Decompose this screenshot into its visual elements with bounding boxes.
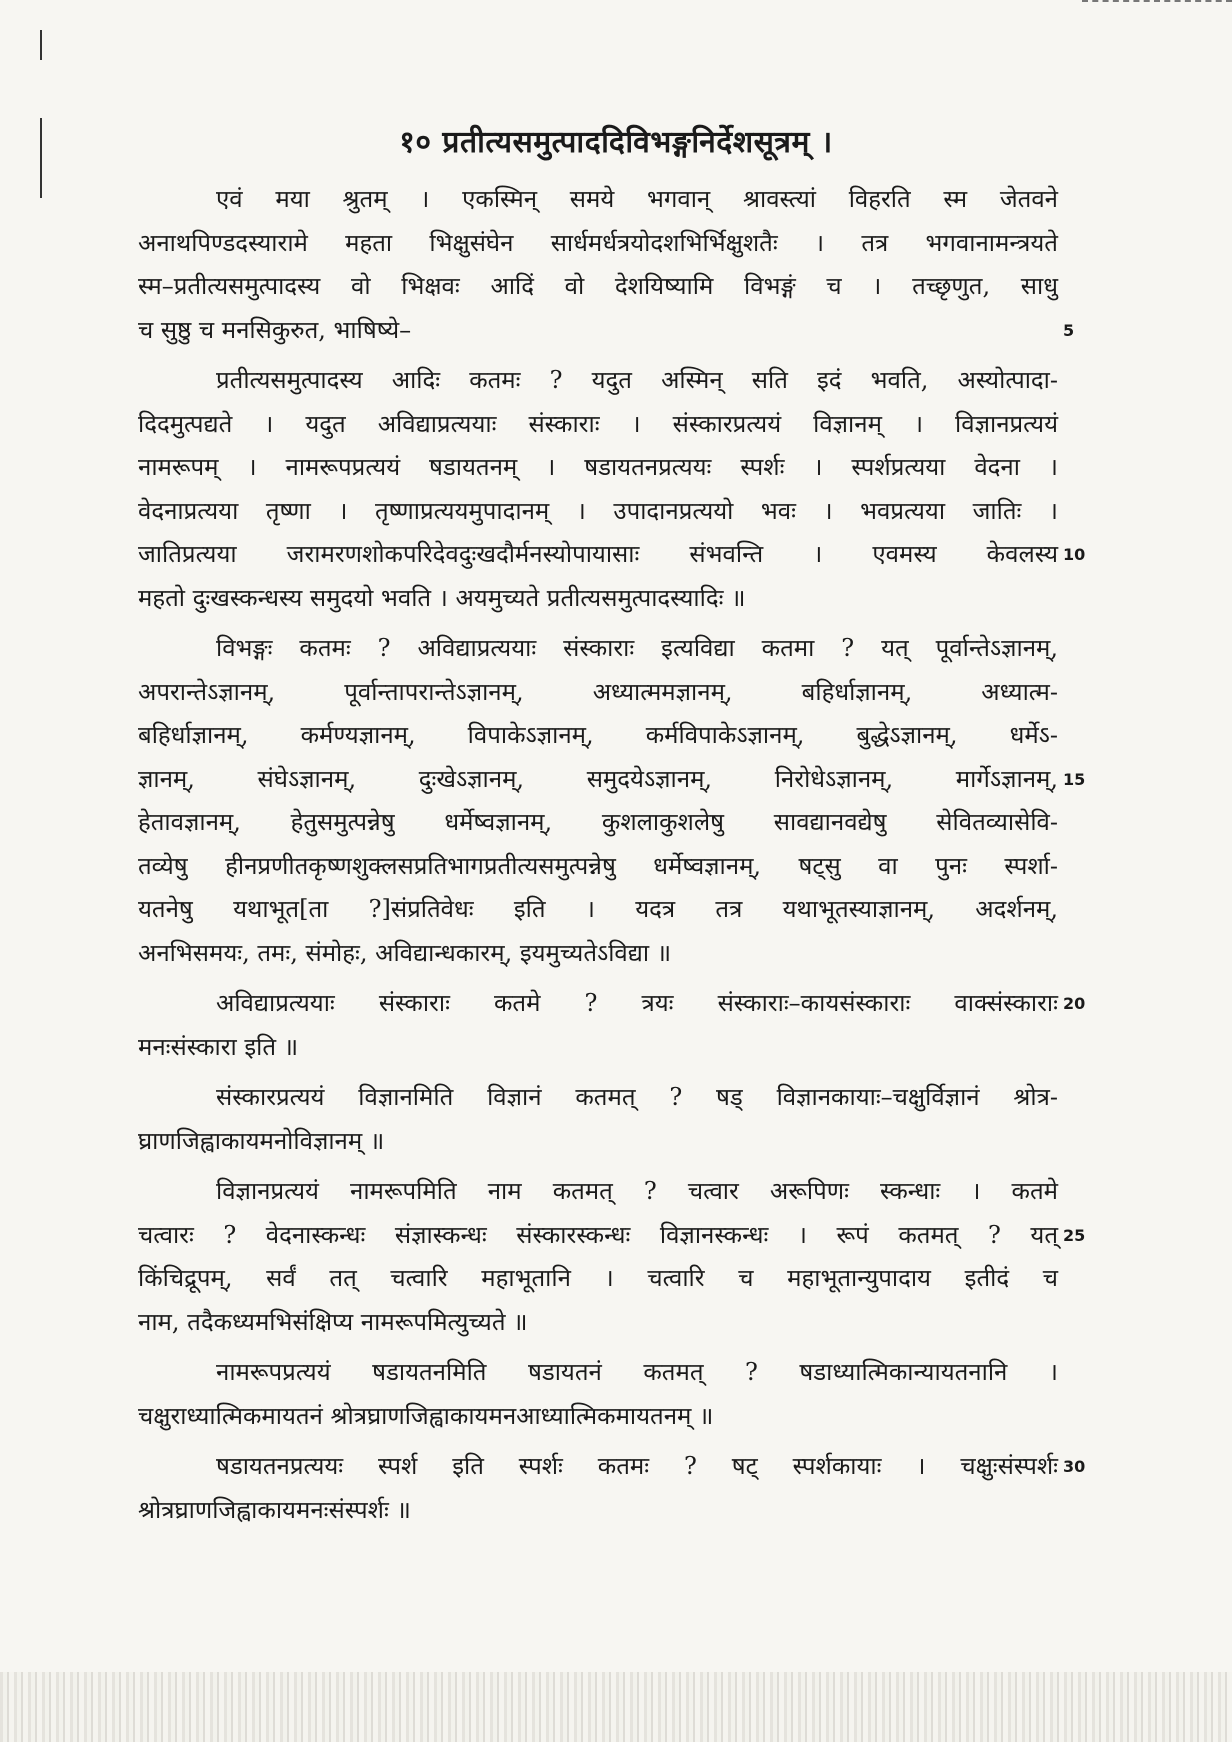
text-line	[138, 1170, 1058, 1214]
line-text: विज्ञानप्रत्ययं नामरूपमिति नाम कतमत् ? चत्वार अरूपिणः स्कन्धाः । कतमे	[216, 1177, 1058, 1205]
text-line	[138, 758, 1086, 802]
page-title: १० प्रतीत्यसमुत्पाददिविभङ्गनिर्देशसूत्रम् ।	[399, 125, 833, 160]
line-text: अपरान्तेऽज्ञानम्, पूर्वान्तापरान्तेऽज्ञानम्, अध्यात्ममज्ञानम्, बहिर्धाज्ञानम्, अध्यात्म-	[138, 677, 1058, 706]
text-line	[138, 1120, 1058, 1164]
line-text: स्म–प्रतीत्यसमुत्पादस्य वो भिक्षवः आदिं वो देशयिष्यामि विभङ्गं च । तच्छृणुत, साधु	[138, 272, 1058, 300]
line-text: तव्येषु हीनप्रणीतकृष्णशुक्लसप्रतिभागप्रतीत्यसमुत्पन्नेषु धर्मेष्वज्ञानम्, षट्सु वा पुनः स्पर्शा-	[138, 851, 1058, 880]
line-text: ज्ञानम्, संघेऽज्ञानम्, दुःखेऽज्ञानम्, समुदयेऽज्ञानम्, निरोधेऽज्ञानम्, मार्गेऽज्ञानम्,	[138, 764, 1058, 793]
text-line	[138, 1395, 1058, 1439]
text-line	[138, 490, 1058, 534]
line-text: हेतावज्ञानम्, हेतुसमुत्पन्नेषु धर्मेष्वज्ञानम्, कुशलाकुशलेषु सावद्यानवद्येषु सेवितव्यासेवि-	[138, 808, 1058, 836]
text-line	[138, 1214, 1086, 1258]
line-number: 20	[1063, 994, 1086, 1013]
paragraph-gap	[138, 620, 1058, 627]
line-number: 10	[1063, 545, 1086, 564]
line-text: अनभिसमयः, तमः, संमोहः, अविद्यान्धकारम्, इयमुच्यतेऽविद्या ॥	[138, 938, 672, 967]
text-line	[138, 845, 1058, 889]
line-text: संस्कारप्रत्ययं विज्ञानमिति विज्ञानं कतमत् ? षड् विज्ञानकायाः–चक्षुर्विज्ञानं श्रोत्र-	[216, 1083, 1058, 1111]
line-text: चक्षुराध्यात्मिकमायतनं श्रोत्रघ्राणजिह्वाकायमनआध्यात्मिकमायतनम् ॥	[138, 1401, 714, 1430]
body-text	[138, 178, 1086, 1532]
line-text: मनःसंस्कारा इति ॥	[138, 1032, 299, 1061]
text-line	[138, 446, 1058, 490]
text-line	[138, 309, 1075, 353]
paragraph-gap	[138, 1344, 1058, 1351]
paragraph-gap	[138, 352, 1058, 359]
line-text: अविद्याप्रत्ययाः संस्काराः कतमे ? त्रयः संस्काराः–कायसंस्काराः वाक्संस्काराः	[216, 989, 1058, 1017]
line-number: 30	[1063, 1457, 1086, 1476]
line-text: नाम, तदैकध्यमभिसंक्षिप्य नामरूपमित्युच्यते ॥	[138, 1307, 528, 1336]
line-text: यतनेषु यथाभूत[ता ?]संप्रतिवेधः इति । यदत्र तत्र यथाभूतस्याज्ञानम्, अदर्शनम्,	[138, 895, 1058, 923]
text-line	[138, 982, 1086, 1026]
line-text: जातिप्रत्यया जरामरणशोकपरिदेवदुःखदौर्मनस्योपायासाः संभवन्ति । एवमस्य केवलस्य	[138, 540, 1058, 568]
text-line	[138, 671, 1058, 715]
line-text: चत्वारः ? वेदनास्कन्धः संज्ञास्कन्धः संस्कारस्कन्धः विज्ञानस्कन्धः । रूपं कतमत् ? यत्	[138, 1220, 1058, 1249]
text-line	[138, 801, 1058, 845]
line-text: प्रतीत्यसमुत्पादस्य आदिः कतमः ? यदुत अस्मिन् सति इदं भवति, अस्योत्पादा-	[216, 366, 1058, 394]
text-line	[138, 178, 1058, 222]
margin-mark	[40, 30, 42, 60]
text-line	[138, 1351, 1058, 1395]
paragraph	[138, 627, 1086, 975]
text-line	[138, 932, 1058, 976]
text-line	[138, 714, 1058, 758]
line-text: श्रोत्रघ्राणजिह्वाकायमनःसंस्पर्शः ॥	[138, 1495, 411, 1524]
paragraph	[138, 1351, 1058, 1438]
line-number: 5	[1063, 320, 1075, 340]
text-line	[138, 1489, 1058, 1533]
line-text: घ्राणजिह्वाकायमनोविज्ञानम् ॥	[138, 1126, 385, 1155]
line-text: महतो दुःखस्कन्धस्य समुदयो भवति । अयमुच्यते प्रतीत्यसमुत्पादस्यादिः ॥	[138, 583, 746, 612]
line-text: बहिर्धाज्ञानम्, कर्मण्यज्ञानम्, विपाकेऽज्ञानम्, कर्मविपाकेऽज्ञानम्, बुद्धेऽज्ञानम्, धर्मेऽ-	[138, 721, 1058, 749]
paragraph-gap	[138, 975, 1058, 982]
text-line	[138, 1026, 1058, 1070]
paragraph-gap	[138, 1163, 1058, 1170]
text-line	[138, 403, 1058, 447]
paragraph	[138, 1445, 1086, 1532]
text-line	[138, 265, 1058, 309]
paragraph-gap	[138, 1438, 1058, 1445]
scan-noise	[0, 1672, 1232, 1742]
line-text: नामरूपप्रत्ययं षडायतनमिति षडायतनं कतमत् ? षडाध्यात्मिकान्यायतनानि ।	[216, 1358, 1058, 1386]
top-margin-rule	[1082, 0, 1232, 5]
paragraph	[138, 982, 1086, 1069]
paragraph-gap	[138, 1069, 1058, 1076]
text-line	[138, 1301, 1058, 1345]
text-line	[138, 222, 1058, 266]
text-line	[138, 359, 1058, 403]
line-number: 25	[1063, 1225, 1086, 1245]
line-text: अनाथपिण्डदस्यारामे महता भिक्षुसंघेन सार्धमर्धत्रयोदशभिर्भिक्षुशतैः । तत्र भगवानामन्त्रयते	[138, 228, 1058, 257]
paragraph	[138, 178, 1075, 352]
text-line	[138, 577, 1058, 621]
paragraph	[138, 359, 1086, 620]
line-text: किंचिद्रूपम्, सर्वं तत् चत्वारि महाभूतानि । चत्वारि च महाभूतान्युपादाय इतीदं च	[138, 1264, 1058, 1292]
paragraph	[138, 1076, 1058, 1163]
text-line	[138, 888, 1058, 932]
text-line	[138, 1076, 1058, 1120]
text-line	[138, 1445, 1086, 1489]
line-text: च सुष्ठु च मनसिकुरुत, भाषिष्ये–	[138, 315, 412, 344]
line-text: षडायतनप्रत्ययः स्पर्श इति स्पर्शः कतमः ? षट् स्पर्शकायाः । चक्षुःसंस्पर्शः	[216, 1452, 1058, 1480]
paragraph	[138, 1170, 1086, 1344]
line-number: 15	[1063, 769, 1086, 789]
line-text: वेदनाप्रत्यया तृष्णा । तृष्णाप्रत्ययमुपादानम् । उपादानप्रत्ययो भवः । भवप्रत्यया जातिः ।	[138, 496, 1058, 525]
line-text: नामरूपम् । नामरूपप्रत्ययं षडायतनम् । षडायतनप्रत्ययः स्पर्शः । स्पर्शप्रत्यया वेदना ।	[138, 453, 1058, 481]
line-text: दिदमुत्पद्यते । यदुत अविद्याप्रत्ययाः संस्काराः । संस्कारप्रत्ययं विज्ञानम् । विज्ञानप्रत्ययं	[138, 409, 1058, 438]
text-line	[138, 1257, 1058, 1301]
line-text: विभङ्गः कतमः ? अविद्याप्रत्ययाः संस्काराः इत्यविद्या कतमा ? यत् पूर्वान्तेऽज्ञानम्,	[216, 634, 1058, 662]
text-line	[138, 627, 1058, 671]
text-line	[138, 533, 1086, 577]
line-text: एवं मया श्रुतम् । एकस्मिन् समये भगवान् श्रावस्त्यां विहरति स्म जेतवने	[216, 185, 1058, 213]
